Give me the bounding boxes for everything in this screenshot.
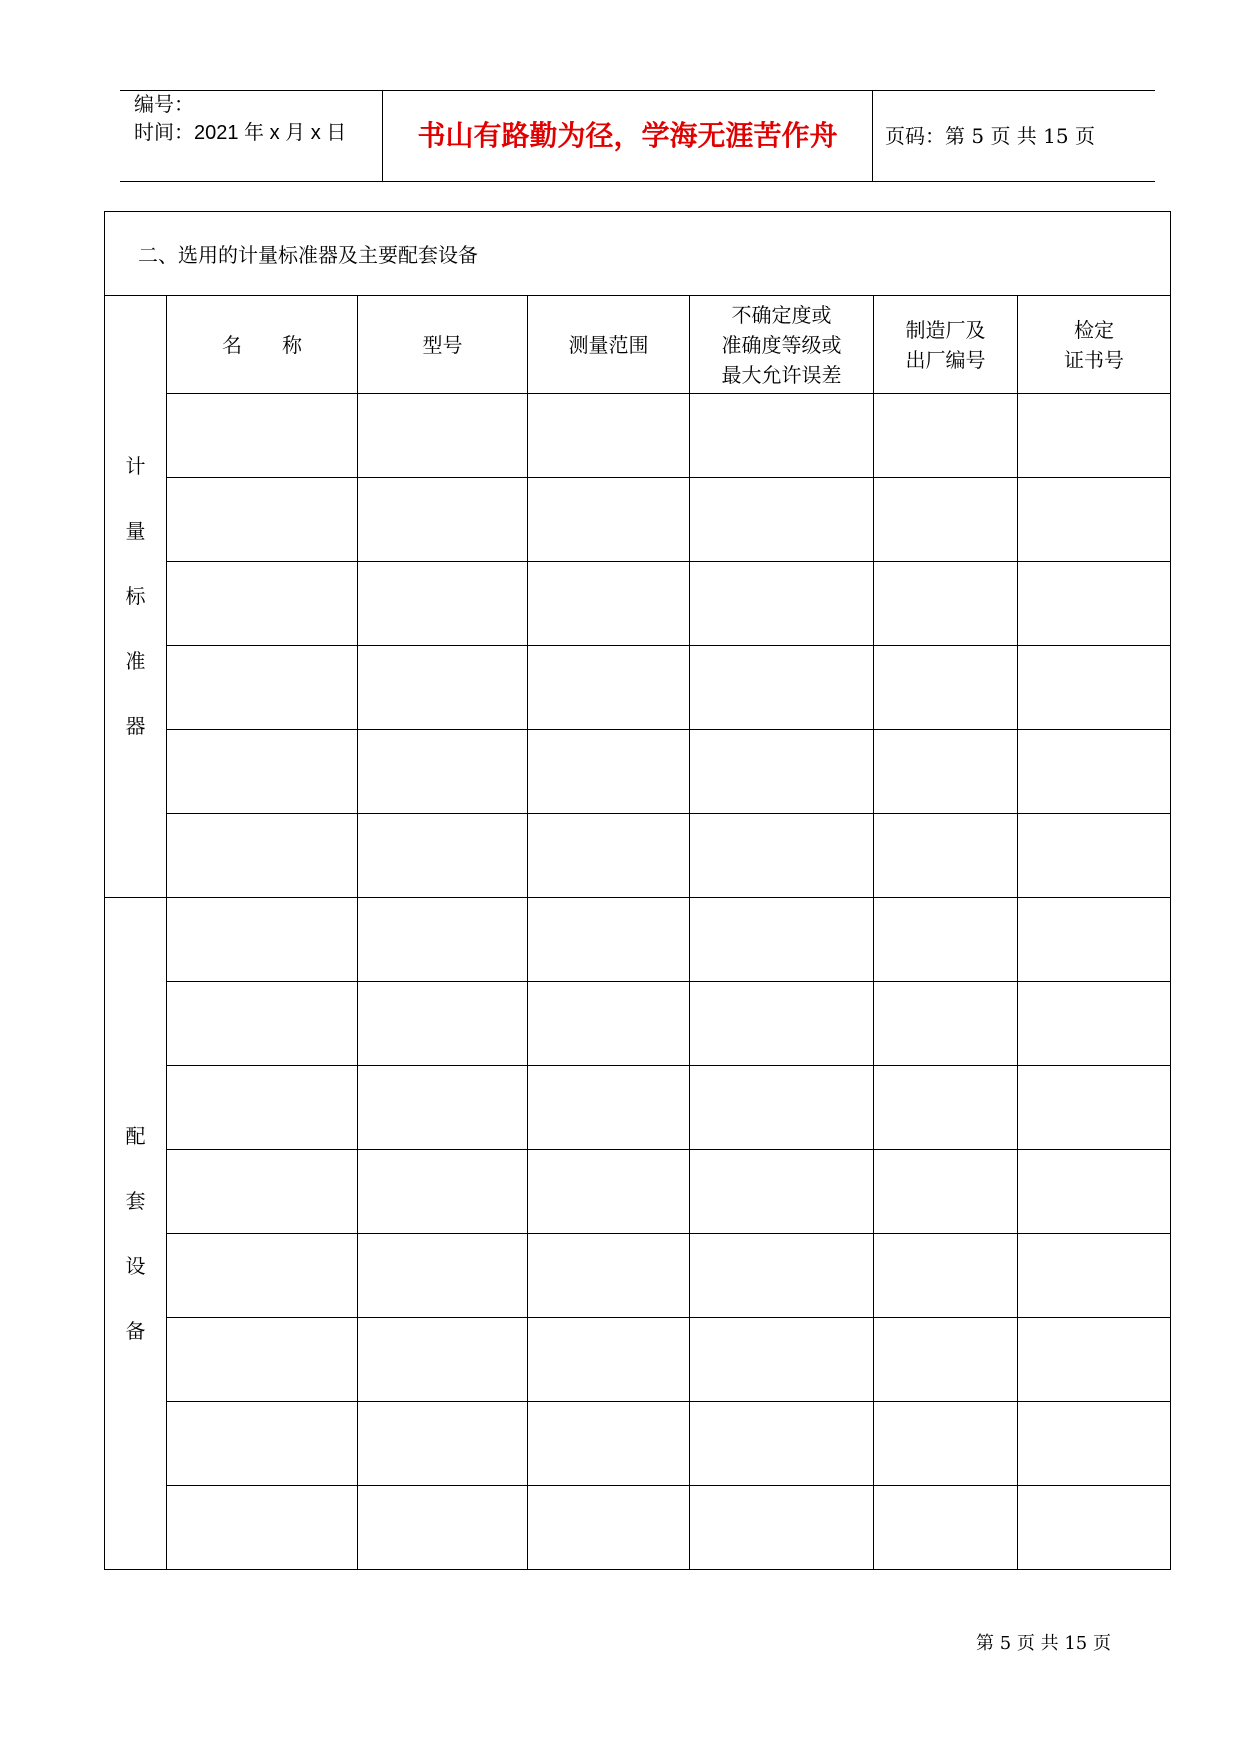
table-cell [1018,814,1171,898]
group-label-char: 配 [125,1123,146,1148]
table-cell [690,1318,874,1402]
table-cell [167,1066,358,1150]
table-cell [874,394,1018,478]
column-header-line: 名 称 [222,332,302,357]
table-cell [690,1402,874,1486]
table-cell [528,1234,690,1318]
column-header-line: 型号 [422,332,463,357]
column-header [1018,296,1171,394]
table-cell [528,646,690,730]
column-header-line: 证书号 [1064,347,1125,372]
table-cell [528,1066,690,1150]
table-cell [1018,982,1171,1066]
table-cell [358,562,528,646]
table-body [105,898,1171,1570]
group-label-char: 标 [125,584,146,608]
table-row [105,1234,1171,1318]
document-time-label: 时间：2021 年 x 月 x 日 [134,122,347,144]
table-cell [167,646,358,730]
table-cell [874,1318,1018,1402]
group-label-char: 准 [125,649,146,673]
table-cell [358,1402,528,1486]
table-cell [1018,1402,1171,1486]
group-label-char: 器 [125,714,146,738]
table-cell [358,982,528,1066]
table-cell [167,394,358,478]
table-cell [528,478,690,562]
group-label-char: 计 [125,454,146,478]
table-cell [1018,646,1171,730]
table-row [105,394,1171,478]
table-cell [874,898,1018,982]
table-cell [167,1486,358,1570]
table-cell [528,1402,690,1486]
table-cell [874,982,1018,1066]
table-cell [1018,898,1171,982]
table-cell [1018,1150,1171,1234]
table-cell [874,814,1018,898]
group-label-char: 套 [125,1188,146,1213]
table-row [105,1150,1171,1234]
motto-text: 书山有路勤为径，学海无涯苦作舟 [383,91,873,181]
column-header-line: 最大允许误差 [721,362,842,387]
table-cell [1018,394,1171,478]
table-cell [528,814,690,898]
table-cell [358,1066,528,1150]
header-info-cell [120,91,383,181]
table-cell [167,478,358,562]
page-footer: 第 5 页 共 15 页 [976,1633,1111,1654]
table-cell [167,1234,358,1318]
document-number-label: 编号： [134,94,194,116]
table-cell [528,394,690,478]
column-header [358,296,528,394]
table-row [105,898,1171,982]
table-cell [874,478,1018,562]
table-row [105,1486,1171,1570]
group-label-char: 量 [125,519,146,543]
table-cell [874,1150,1018,1234]
table-row [105,814,1171,898]
column-header-line: 测量范围 [568,332,649,357]
group-label-char: 设 [125,1253,146,1278]
column-header-line: 出厂编号 [905,347,986,372]
table-cell [690,814,874,898]
table-cell [528,1318,690,1402]
column-header [528,296,690,394]
table-cell [1018,1318,1171,1402]
table-cell [690,1234,874,1318]
table-cell [167,814,358,898]
table-cell [874,1402,1018,1486]
table-cell [167,562,358,646]
table-cell [358,1150,528,1234]
column-header [690,296,874,394]
table-row [105,1402,1171,1486]
table-cell [528,730,690,814]
table-cell [167,1402,358,1486]
section-title-row [105,212,1171,296]
table-body [105,212,1171,898]
table-cell [528,898,690,982]
table-cell [1018,1066,1171,1150]
table-cell [358,1486,528,1570]
table-cell [874,562,1018,646]
table-cell [874,1234,1018,1318]
table-cell [1018,1486,1171,1570]
table-cell [167,730,358,814]
table-cell [358,646,528,730]
column-header-line: 准确度等级或 [721,332,842,357]
table-row [105,730,1171,814]
column-header-row [105,296,1171,394]
column-header [874,296,1018,394]
table-cell [690,562,874,646]
table-cell [358,898,528,982]
table-cell [358,1234,528,1318]
table-cell [1018,562,1171,646]
table-cell [874,1066,1018,1150]
column-header-line: 制造厂及 [905,317,986,342]
table-cell [1018,1234,1171,1318]
table-cell [167,898,358,982]
table-cell [167,1150,358,1234]
table-cell [528,1486,690,1570]
table-cell [358,394,528,478]
table-row [105,562,1171,646]
table-cell [690,730,874,814]
table-cell [358,730,528,814]
table-cell [358,478,528,562]
group-label-char: 备 [125,1318,146,1343]
table-cell [690,1066,874,1150]
table-cell [874,646,1018,730]
table-row [105,1066,1171,1150]
table-cell [690,478,874,562]
table-row [105,478,1171,562]
table-cell [690,982,874,1066]
document-header [120,90,1155,182]
table-row [105,1318,1171,1402]
table-cell [690,646,874,730]
table-cell [690,898,874,982]
table-cell [874,730,1018,814]
table-cell [690,394,874,478]
column-header-line: 检定 [1074,317,1115,342]
table-cell [690,1486,874,1570]
table-cell [167,982,358,1066]
table-cell [874,1486,1018,1570]
group-label-cell [105,898,167,1570]
table-cell [528,562,690,646]
section-title: 二、选用的计量标准器及主要配套设备 [105,212,1171,296]
table-cell [1018,730,1171,814]
table-cell [690,1150,874,1234]
table-cell [358,814,528,898]
column-header-line: 不确定度或 [731,302,832,327]
table-cell [167,1318,358,1402]
column-header [167,296,358,394]
table-row [105,982,1171,1066]
page-info: 页码：第 5 页 共 15 页 [885,124,1095,148]
table-cell [1018,478,1171,562]
table-row [105,646,1171,730]
table-cell [358,1318,528,1402]
equipment-table [104,211,1171,1570]
table-cell [528,982,690,1066]
table-cell [528,1150,690,1234]
group-label-cell [105,296,167,898]
